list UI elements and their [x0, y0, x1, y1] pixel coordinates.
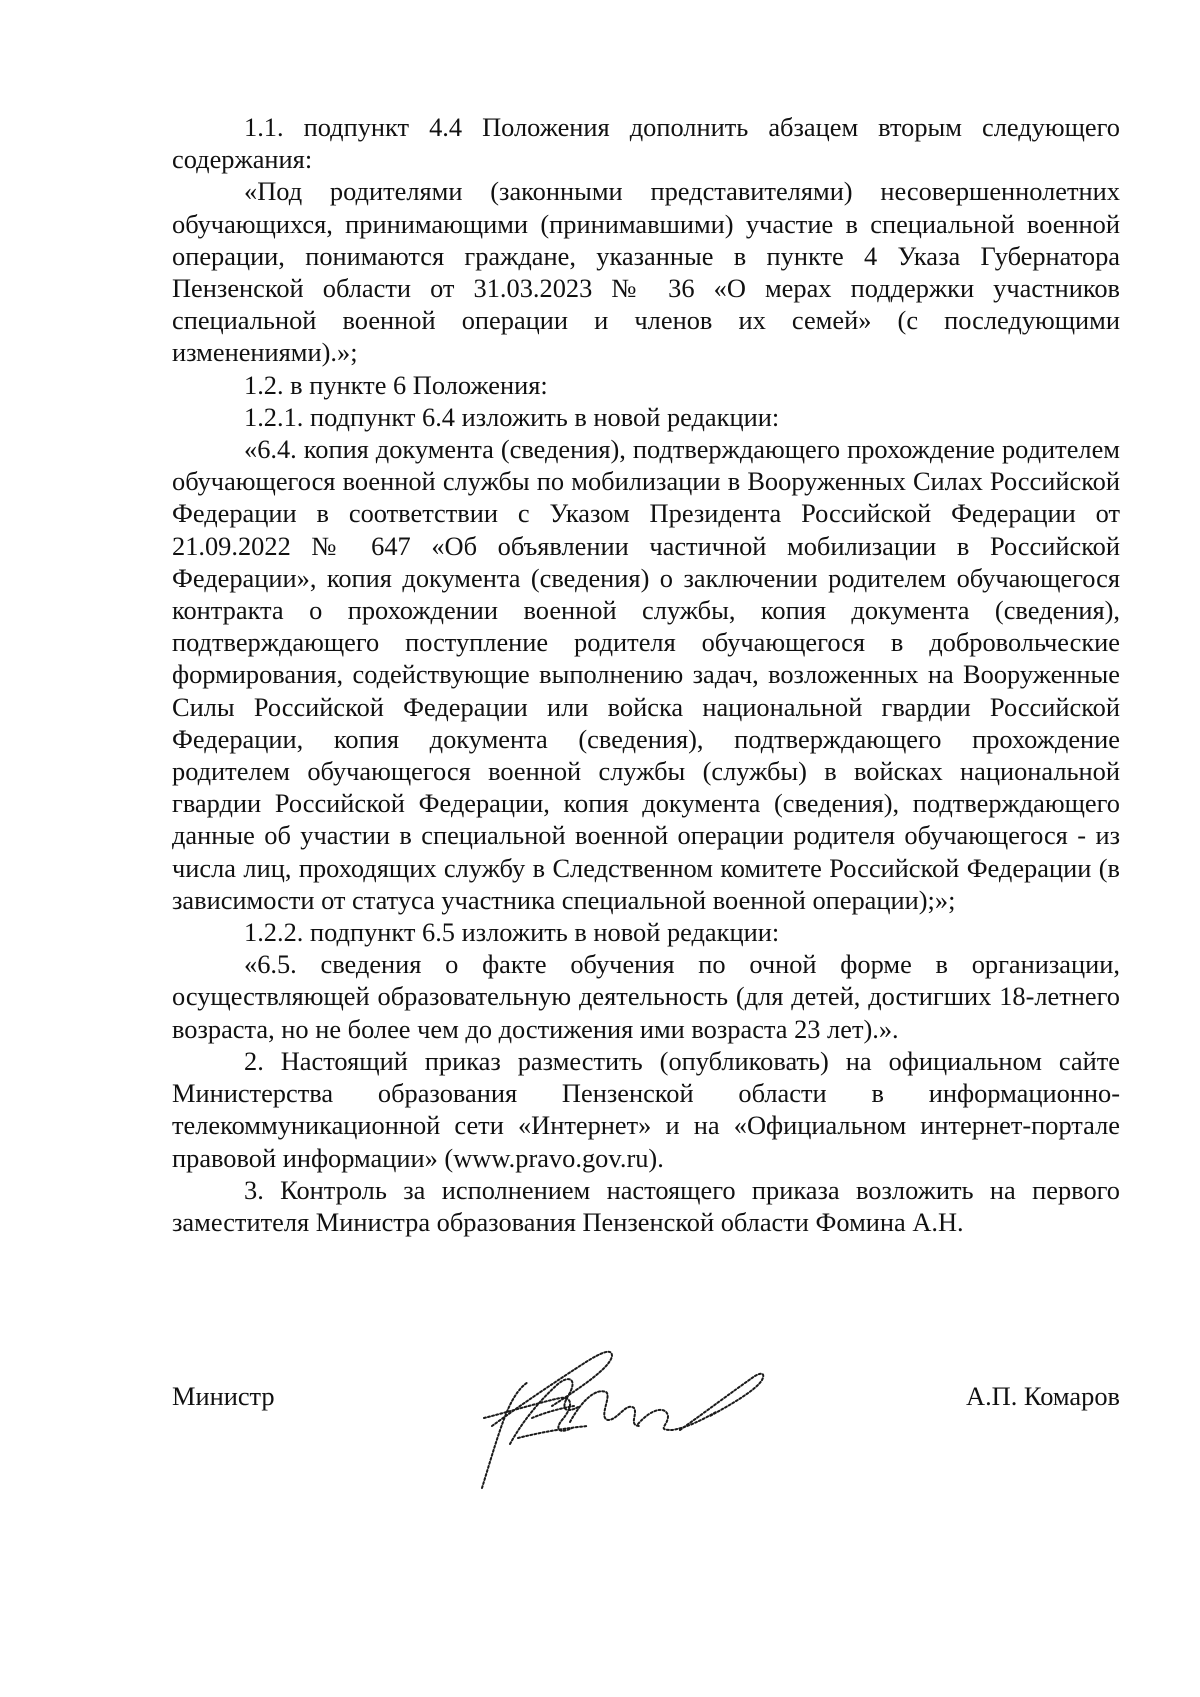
paragraph-1-2-1: 1.2.1. подпункт 6.4 изложить в новой редакции: [244, 401, 780, 432]
signatory-name: А.П. Комаров [966, 1381, 1120, 1411]
paragraph-3-control: 3. Контроль за исполнением настоящего приказа возложить на первого заместителя Министра образования Пензенской области Фомина А.Н. [172, 1174, 1120, 1237]
paragraph-quote-6-4: «6.4. копия документа (сведения), подтверждающего прохождение родителем обучающегося военной службы по мобилизации в Вооруженных Силах Российской Федерации в соответствии с Указом Президента Российской Федерации от 21.09.2022 № 647 «Об объявлении частичной мобилизации в Российской Федерации», копия документа (сведения) о заключении родителем обучающегося контракта о прохождении военной службы, копия документа (сведения), подтверждающего поступление родителя обучающегося в добровольческие формирования, содействующие выполнению задач, возложенных на Вооруженные Силы Российской Федерации или войска национальной гвардии Российской Федерации, копия документа (сведения), подтверждающего прохождение родителем обучающегося военной службы (службы) в войсках национальной гвардии Российской Федерации, копия документа (сведения), подтверждающего данные об участии в специальной военной операции родителя обучающегося - из числа лиц, проходящих службу в Следственном комитете Российской Федерации (в зависимости от статуса участника специальной военной операции);»; [172, 434, 1120, 915]
paragraph-quote-6-5: «6.5. сведения о факте обучения по очной форме в организации, осуществляющей образовательную деятельность (для детей, достигших 18-летнего возраста, но не более чем до достижения ими возраста 23 лет).». [172, 949, 1120, 1044]
paragraph-quote-parents: «Под родителями (законными представителями) несовершеннолетних обучающихся, принимающими (принимавшими) участие в специальной военной операции, понимаются граждане, указанные в пункте 4 Указа Губернатора Пензенской области от 31.03.2023 № 36 «О мерах поддержки участников специальной военной операции и членов их семей» (с последующими изменениями).»; [172, 176, 1120, 368]
handwritten-signature-icon [462, 1322, 782, 1502]
signature-block [172, 1380, 1120, 1530]
paragraph-1-2-2: 1.2.2. подпункт 6.5 изложить в новой редакции: [244, 917, 780, 948]
signature-stroke [680, 1374, 763, 1430]
paragraph-1-2: 1.2. в пункте 6 Положения: [244, 369, 548, 400]
signatory-title: Министр [172, 1381, 275, 1411]
document-body [172, 111, 1120, 1238]
signature-stroke [482, 1382, 528, 1488]
paragraph-1-1: 1.1. подпункт 4.4 Положения дополнить абзацем вторым следующего содержания: [172, 112, 1120, 175]
signature-stroke [518, 1426, 588, 1438]
paragraph-2-publication: 2. Настоящий приказ разместить (опубликовать) на официальном сайте Министерства образования Пензенской области в информационно-телекоммуникационной сети «Интернет» и на «Официальном интернет-портале правовой информации» (www.pravo.gov.ru). [172, 1045, 1120, 1173]
signature-stroke [570, 1391, 640, 1426]
